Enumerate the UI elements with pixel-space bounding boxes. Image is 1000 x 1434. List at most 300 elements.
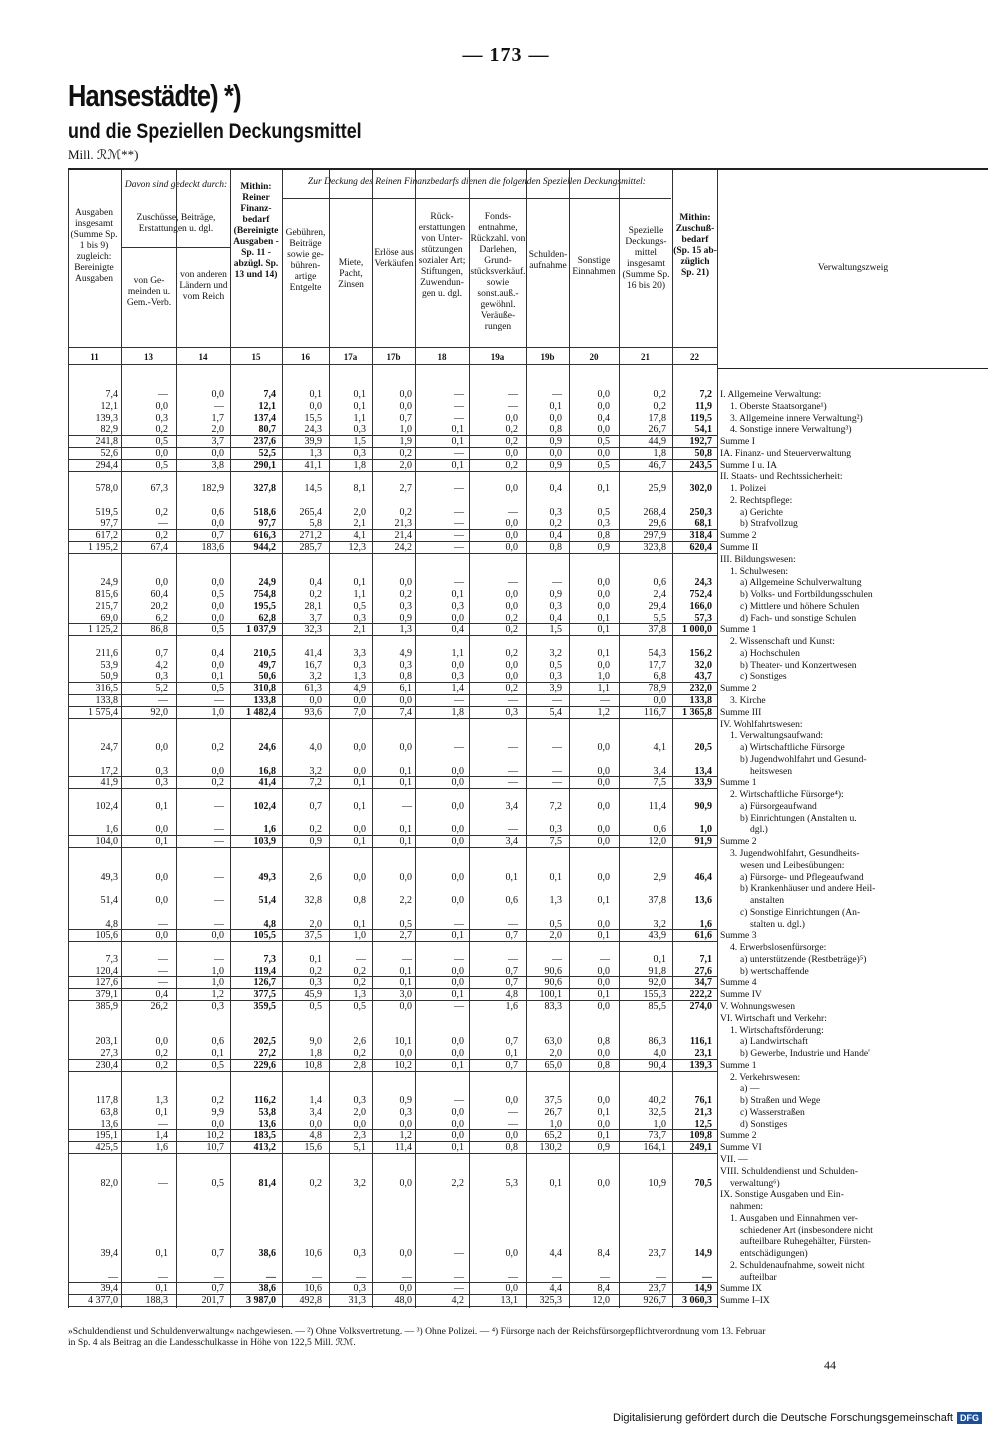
table-cell: 620,4 bbox=[689, 542, 712, 553]
table-cell: 9,0 bbox=[309, 1036, 322, 1048]
table-cell: 0,0 bbox=[155, 871, 168, 883]
table-cell: 3,2 bbox=[353, 1177, 366, 1189]
table-cell: — bbox=[552, 777, 562, 789]
table-cell: 14,9 bbox=[694, 1283, 712, 1295]
table-cell: 0,0 bbox=[451, 824, 464, 836]
table-cell: 105,5 bbox=[253, 930, 276, 942]
table-cell: 1,0 bbox=[211, 977, 224, 989]
table-cell: 310,8 bbox=[253, 683, 276, 695]
table-cell: — bbox=[552, 953, 562, 965]
table-cell: 51,4 bbox=[258, 895, 276, 907]
table-cell: 325,3 bbox=[539, 1295, 562, 1307]
table-cell: 14,9 bbox=[694, 1248, 712, 1260]
table-row bbox=[0, 425, 1000, 435]
table-cell: 82,0 bbox=[100, 1177, 118, 1189]
row-label: 3. Jugendwohlfahrt, Gesundheits- bbox=[730, 848, 860, 859]
table-row bbox=[0, 578, 1000, 588]
table-cell: 63,8 bbox=[100, 1106, 118, 1118]
table-cell: 14,5 bbox=[304, 483, 322, 495]
table-cell: 0,0 bbox=[505, 1130, 518, 1142]
table-cell: 0,3 bbox=[353, 1248, 366, 1260]
table-cell: 0,1 bbox=[597, 895, 610, 907]
table-cell: — bbox=[552, 389, 562, 400]
table-cell: 1,3 bbox=[155, 1095, 168, 1107]
table-cell: 0,3 bbox=[353, 612, 366, 624]
table-row bbox=[0, 402, 1000, 412]
table-cell: 0,1 bbox=[353, 800, 366, 812]
table-cell: 2,1 bbox=[353, 624, 366, 636]
table-cell: 0,1 bbox=[597, 930, 610, 942]
row-label: a) Fürsorgeaufwand bbox=[740, 800, 817, 812]
table-cell: 13,6 bbox=[100, 1118, 118, 1130]
table-cell: — bbox=[508, 742, 518, 754]
table-row bbox=[0, 720, 1000, 730]
table-cell: 21,3 bbox=[694, 1106, 712, 1118]
table-cell: 0,0 bbox=[597, 965, 610, 977]
table-cell: 290,1 bbox=[253, 459, 276, 471]
table-cell: 102,4 bbox=[95, 800, 118, 812]
table-cell: 50,8 bbox=[694, 447, 712, 459]
table-cell: 2,2 bbox=[399, 895, 412, 907]
table-cell: — bbox=[158, 1177, 168, 1189]
table-cell: 0,5 bbox=[211, 589, 224, 601]
table-cell: 3,2 bbox=[549, 647, 562, 659]
table-cell: 61,3 bbox=[304, 683, 322, 695]
table-cell: 0,0 bbox=[451, 965, 464, 977]
table-cell: 232,0 bbox=[689, 683, 712, 695]
table-cell: 0,4 bbox=[155, 989, 168, 1001]
table-cell: 0,2 bbox=[399, 447, 412, 459]
table-cell: 0,1 bbox=[399, 965, 412, 977]
table-cell: 210,5 bbox=[253, 647, 276, 659]
table-cell: 0,0 bbox=[505, 530, 518, 542]
table-cell: 0,4 bbox=[549, 530, 562, 542]
table-cell: 195,1 bbox=[95, 1130, 118, 1142]
table-row bbox=[0, 990, 1000, 1000]
table-cell: 24,2 bbox=[394, 542, 412, 553]
table-cell: 11,4 bbox=[648, 800, 666, 812]
table-cell: 1,3 bbox=[399, 624, 412, 636]
row-label: a) — bbox=[740, 1083, 760, 1095]
table-cell: 2,3 bbox=[353, 1130, 366, 1142]
table-row bbox=[0, 1261, 1000, 1271]
row-label: 4. Erwerbslosenfürsorge: bbox=[730, 942, 827, 954]
row-label: b) Volks- und Fortbildungsschulen bbox=[740, 589, 873, 601]
table-cell: — bbox=[454, 400, 464, 412]
table-cell: 250,3 bbox=[689, 506, 712, 518]
table-cell: 0,0 bbox=[211, 765, 224, 777]
row-label: b) Einrichtungen (Anstalten u. bbox=[740, 812, 857, 824]
table-cell: 133,8 bbox=[253, 695, 276, 706]
table-cell: 3,9 bbox=[549, 683, 562, 695]
table-cell: 0,1 bbox=[353, 918, 366, 930]
table-cell: 0,1 bbox=[597, 612, 610, 624]
table-cell: 3,3 bbox=[353, 647, 366, 659]
table-cell: 97,7 bbox=[100, 518, 118, 530]
table-cell: 195,5 bbox=[253, 600, 276, 612]
page-title: Hansestädte) *) bbox=[68, 78, 241, 113]
table-cell: 16,7 bbox=[304, 659, 322, 671]
table-cell: 0,0 bbox=[309, 695, 322, 706]
table-cell: 82,9 bbox=[100, 424, 118, 436]
table-cell: 37,8 bbox=[648, 895, 666, 907]
table-cell: 203,1 bbox=[95, 1036, 118, 1048]
row-label: 4. Sonstige innere Verwaltung³) bbox=[730, 424, 852, 436]
row-label: 3. Allgemeine innere Verwaltung²) bbox=[730, 412, 863, 424]
table-cell: 0,1 bbox=[353, 577, 366, 589]
table-cell: 0,2 bbox=[309, 824, 322, 836]
table-cell: — bbox=[702, 1271, 712, 1283]
row-label: a) Landwirtschaft bbox=[740, 1036, 808, 1048]
page-subtitle: und die Speziellen Deckungsmittel bbox=[68, 120, 362, 143]
row-label: a) Gerichte bbox=[740, 506, 783, 518]
table-cell: 0,0 bbox=[597, 777, 610, 789]
table-cell: — bbox=[158, 965, 168, 977]
table-cell: 0,1 bbox=[549, 400, 562, 412]
table-cell: 0,8 bbox=[505, 1142, 518, 1154]
table-cell: 5,1 bbox=[353, 1142, 366, 1154]
header-c18: Rückerstattungen von Unterstützungen sozialer Art; Stiftungen, Zuwendungen u. dgl. bbox=[418, 212, 466, 299]
table-cell: 359,5 bbox=[253, 1001, 276, 1012]
table-cell: 0,5 bbox=[211, 1059, 224, 1071]
table-cell: 0,3 bbox=[155, 412, 168, 424]
row-label: 1. Schulwesen: bbox=[730, 565, 789, 577]
table-cell: 0,0 bbox=[451, 1118, 464, 1130]
table-cell: 1 037,9 bbox=[246, 624, 276, 636]
table-cell: 192,7 bbox=[689, 436, 712, 448]
sum-rule bbox=[68, 988, 718, 989]
table-cell: 1,0 bbox=[211, 706, 224, 718]
table-row bbox=[0, 814, 1000, 824]
table-cell: 60,4 bbox=[150, 589, 168, 601]
table-cell: 0,0 bbox=[451, 1130, 464, 1142]
table-cell: 0,2 bbox=[309, 589, 322, 601]
table-row bbox=[0, 1284, 1000, 1294]
table-cell: — bbox=[454, 1283, 464, 1295]
row-label: Summe 4 bbox=[720, 977, 757, 989]
row-label: Summe II bbox=[720, 542, 759, 553]
table-cell: 2,0 bbox=[353, 1106, 366, 1118]
table-row bbox=[0, 1061, 1000, 1071]
table-cell: 46,7 bbox=[648, 459, 666, 471]
table-cell: 0,6 bbox=[505, 895, 518, 907]
table-cell: 0,2 bbox=[505, 436, 518, 448]
table-cell: 0,1 bbox=[505, 1048, 518, 1060]
table-cell: 222,2 bbox=[689, 989, 712, 1001]
row-label: Summe 1 bbox=[720, 624, 757, 636]
table-cell: 0,0 bbox=[399, 400, 412, 412]
table-row bbox=[0, 602, 1000, 612]
header-deckung: Zur Deckung des Reinen Finanzbedarfs dienen die folgenden Speziellen Deckungsmittel: bbox=[308, 177, 646, 187]
table-cell: 0,0 bbox=[597, 1001, 610, 1012]
table-cell: 0,0 bbox=[451, 800, 464, 812]
table-cell: — bbox=[508, 506, 518, 518]
header-covered: Davon sind gedeckt durch: bbox=[124, 180, 228, 190]
table-cell: 26,7 bbox=[544, 1106, 562, 1118]
table-cell: 23,7 bbox=[648, 1248, 666, 1260]
table-cell: 0,2 bbox=[155, 1048, 168, 1060]
table-cell: 241,8 bbox=[95, 436, 118, 448]
table-cell: — bbox=[214, 695, 224, 706]
table-cell: 10,2 bbox=[206, 1130, 224, 1142]
header-covered-sub: Zuschüsse, Beiträge, Erstattungen u. dgl. bbox=[136, 213, 216, 234]
table-cell: — bbox=[508, 1106, 518, 1118]
table-cell: 268,4 bbox=[643, 506, 666, 518]
table-cell: 0,9 bbox=[549, 589, 562, 601]
table-row bbox=[0, 884, 1000, 894]
table-cell: — bbox=[214, 953, 224, 965]
header-c14: von anderen Ländern und vom Reich bbox=[179, 270, 228, 302]
table-row bbox=[0, 849, 1000, 859]
table-cell: 0,0 bbox=[155, 930, 168, 942]
table-cell: 4,2 bbox=[451, 1295, 464, 1307]
table-cell: 0,2 bbox=[155, 1059, 168, 1071]
table-cell: 2,6 bbox=[309, 871, 322, 883]
table-cell: 1,1 bbox=[353, 412, 366, 424]
table-cell: 0,1 bbox=[451, 424, 464, 436]
table-cell: 6,8 bbox=[653, 671, 666, 683]
column-number: 18 bbox=[437, 352, 447, 362]
table-cell: 0,2 bbox=[505, 683, 518, 695]
header-rule bbox=[283, 198, 671, 199]
table-cell: 117,8 bbox=[95, 1095, 118, 1107]
table-cell: 274,0 bbox=[689, 1001, 712, 1012]
table-cell: 38,6 bbox=[258, 1283, 276, 1295]
table-cell: 0,5 bbox=[155, 459, 168, 471]
table-cell: 0,3 bbox=[399, 659, 412, 671]
row-label: anstalten bbox=[750, 895, 785, 907]
table-cell: 20,2 bbox=[150, 600, 168, 612]
table-cell: 24,3 bbox=[694, 577, 712, 589]
table-cell: — bbox=[454, 918, 464, 930]
table-row bbox=[0, 1167, 1000, 1177]
top-rule bbox=[68, 168, 988, 170]
table-cell: — bbox=[600, 953, 610, 965]
table-cell: 3,7 bbox=[211, 436, 224, 448]
row-label: verwaltung⁶) bbox=[730, 1177, 780, 1189]
table-cell: 0,1 bbox=[597, 1130, 610, 1142]
table-cell: 4,0 bbox=[653, 1048, 666, 1060]
table-cell: 0,1 bbox=[597, 989, 610, 1001]
row-label: c) Wasserstraßen bbox=[740, 1106, 805, 1118]
table-cell: 1,1 bbox=[597, 683, 610, 695]
sum-rule bbox=[68, 1306, 718, 1307]
table-cell: 0,0 bbox=[211, 518, 224, 530]
table-cell: 51,4 bbox=[100, 895, 118, 907]
table-row bbox=[0, 825, 1000, 835]
table-cell: 3,4 bbox=[653, 765, 666, 777]
table-row bbox=[0, 519, 1000, 529]
table-cell: 2,1 bbox=[353, 518, 366, 530]
table-cell: — bbox=[508, 1271, 518, 1283]
table-row bbox=[0, 1084, 1000, 1094]
table-row bbox=[0, 1226, 1000, 1236]
table-cell: 12,0 bbox=[648, 836, 666, 848]
table-cell: 33,9 bbox=[694, 777, 712, 789]
table-cell: 0,0 bbox=[597, 400, 610, 412]
table-cell: 316,5 bbox=[95, 683, 118, 695]
table-cell: 91,9 bbox=[694, 836, 712, 848]
table-cell: 54,3 bbox=[648, 647, 666, 659]
table-cell: 0,6 bbox=[653, 577, 666, 589]
table-row bbox=[0, 508, 1000, 518]
table-cell: 21,3 bbox=[394, 518, 412, 530]
table-cell: 4,9 bbox=[353, 683, 366, 695]
row-label: c) Sonstiges bbox=[740, 671, 787, 683]
table-cell: — bbox=[214, 895, 224, 907]
row-label: VIII. Schuldendienst und Schulden- bbox=[720, 1165, 859, 1177]
sum-rule bbox=[68, 1059, 718, 1060]
table-cell: 0,0 bbox=[211, 600, 224, 612]
table-cell: 0,5 bbox=[211, 683, 224, 695]
table-row bbox=[0, 1237, 1000, 1247]
sum-rule bbox=[68, 1294, 718, 1295]
table-cell: 10,1 bbox=[394, 1036, 412, 1048]
table-cell: 229,6 bbox=[253, 1059, 276, 1071]
table-cell: 0,1 bbox=[549, 1177, 562, 1189]
table-cell: 0,8 bbox=[597, 1036, 610, 1048]
table-cell: 12,3 bbox=[348, 542, 366, 553]
table-cell: 617,2 bbox=[95, 530, 118, 542]
table-cell: 12,5 bbox=[694, 1118, 712, 1130]
table-cell: 0,2 bbox=[353, 977, 366, 989]
table-cell: — bbox=[454, 742, 464, 754]
table-cell: 215,7 bbox=[95, 600, 118, 612]
table-cell: 0,0 bbox=[653, 695, 666, 706]
header-rule bbox=[68, 347, 718, 348]
column-number: 13 bbox=[144, 352, 153, 362]
table-cell: 0,0 bbox=[597, 1048, 610, 1060]
table-cell: 0,1 bbox=[309, 953, 322, 965]
table-cell: 24,9 bbox=[100, 577, 118, 589]
table-row bbox=[0, 1143, 1000, 1153]
table-cell: 29,6 bbox=[648, 518, 666, 530]
table-cell: 1,2 bbox=[399, 1130, 412, 1142]
table-cell: 0,2 bbox=[211, 742, 224, 754]
table-cell: 24,7 bbox=[100, 742, 118, 754]
table-cell: 3,4 bbox=[505, 800, 518, 812]
table-cell: 3,4 bbox=[505, 836, 518, 848]
table-cell: 1,4 bbox=[155, 1130, 168, 1142]
row-label: Summe 1 bbox=[720, 1059, 757, 1071]
row-label: wesen und Leibesübungen: bbox=[740, 859, 845, 871]
table-cell: 1,2 bbox=[597, 706, 610, 718]
table-cell: 31,3 bbox=[348, 1295, 366, 1307]
table-cell: 69,0 bbox=[100, 612, 118, 624]
table-row bbox=[0, 1037, 1000, 1047]
table-cell: 5,3 bbox=[505, 1177, 518, 1189]
table-cell: 0,5 bbox=[549, 918, 562, 930]
table-cell: 1,6 bbox=[155, 1142, 168, 1154]
table-cell: 0,0 bbox=[155, 895, 168, 907]
table-cell: 0,5 bbox=[211, 624, 224, 636]
table-cell: 0,9 bbox=[399, 1095, 412, 1107]
table-cell: 9,9 bbox=[211, 1106, 224, 1118]
table-cell: 0,0 bbox=[505, 671, 518, 683]
table-cell: 0,1 bbox=[353, 777, 366, 789]
table-row bbox=[0, 437, 1000, 447]
table-cell: 318,4 bbox=[689, 530, 712, 542]
table-cell: 85,5 bbox=[648, 1001, 666, 1012]
table-cell: — bbox=[454, 542, 464, 553]
table-cell: 0,1 bbox=[353, 389, 366, 400]
table-cell: 0,3 bbox=[353, 424, 366, 436]
row-label: b) Straßen und Wege bbox=[740, 1095, 821, 1107]
table-cell: 93,6 bbox=[304, 706, 322, 718]
table-cell: 4,4 bbox=[549, 1283, 562, 1295]
table-cell: 0,8 bbox=[597, 530, 610, 542]
table-cell: 0,7 bbox=[211, 1283, 224, 1295]
row-label: V. Wohnungswesen bbox=[720, 1001, 796, 1012]
table-cell: 0,3 bbox=[451, 671, 464, 683]
row-label: IA. Finanz- und Steuerverwaltung bbox=[720, 447, 852, 459]
table-cell: 285,7 bbox=[299, 542, 322, 553]
table-cell: 4,8 bbox=[309, 1130, 322, 1142]
table-cell: 67,4 bbox=[150, 542, 168, 553]
table-cell: 0,2 bbox=[399, 589, 412, 601]
table-cell: — bbox=[454, 1248, 464, 1260]
table-cell: 7,5 bbox=[653, 777, 666, 789]
table-cell: 0,0 bbox=[155, 400, 168, 412]
table-cell: 12,0 bbox=[592, 1295, 610, 1307]
table-cell: 80,7 bbox=[258, 424, 276, 436]
table-cell: 2,2 bbox=[451, 1177, 464, 1189]
table-cell: — bbox=[158, 695, 168, 706]
table-cell: 4,1 bbox=[353, 530, 366, 542]
table-cell: 0,0 bbox=[505, 542, 518, 553]
table-row bbox=[0, 978, 1000, 988]
table-cell: 0,0 bbox=[597, 871, 610, 883]
header-rule bbox=[68, 364, 718, 365]
table-cell: 0,0 bbox=[597, 742, 610, 754]
header-c17b: Erlöse aus Verkäufen bbox=[374, 248, 414, 269]
row-label: schiedener Art (insbesondere nicht bbox=[740, 1224, 873, 1236]
table-cell: 2,0 bbox=[309, 918, 322, 930]
sum-rule bbox=[68, 1282, 718, 1283]
table-cell: 0,5 bbox=[353, 600, 366, 612]
table-cell: 0,8 bbox=[399, 671, 412, 683]
table-cell: 1,3 bbox=[353, 989, 366, 1001]
table-cell: — bbox=[214, 871, 224, 883]
row-label: a) Hochschulen bbox=[740, 647, 800, 659]
table-cell: — bbox=[508, 777, 518, 789]
table-cell: 0,1 bbox=[597, 647, 610, 659]
table-cell: 1,2 bbox=[211, 989, 224, 1001]
table-cell: 0,0 bbox=[353, 765, 366, 777]
table-cell: 78,9 bbox=[648, 683, 666, 695]
table-cell: 0,8 bbox=[549, 542, 562, 553]
table-cell: 0,3 bbox=[155, 777, 168, 789]
table-cell: 109,8 bbox=[689, 1130, 712, 1142]
table-cell: 243,5 bbox=[689, 459, 712, 471]
table-row bbox=[0, 1155, 1000, 1165]
table-row bbox=[0, 1249, 1000, 1259]
table-row bbox=[0, 1108, 1000, 1118]
table-cell: 0,0 bbox=[451, 765, 464, 777]
table-cell: 0,5 bbox=[353, 1001, 366, 1012]
table-cell: 155,3 bbox=[643, 989, 666, 1001]
table-cell: 0,0 bbox=[399, 577, 412, 589]
table-cell: 0,0 bbox=[399, 742, 412, 754]
table-cell: 1 575,4 bbox=[88, 706, 118, 718]
table-cell: 302,0 bbox=[689, 483, 712, 495]
table-cell: 2,0 bbox=[549, 1048, 562, 1060]
table-cell: 0,1 bbox=[451, 1142, 464, 1154]
row-label: heitswesen bbox=[750, 765, 793, 777]
table-cell: 752,4 bbox=[689, 589, 712, 601]
table-cell: 0,0 bbox=[155, 742, 168, 754]
table-cell: 10,6 bbox=[304, 1283, 322, 1295]
